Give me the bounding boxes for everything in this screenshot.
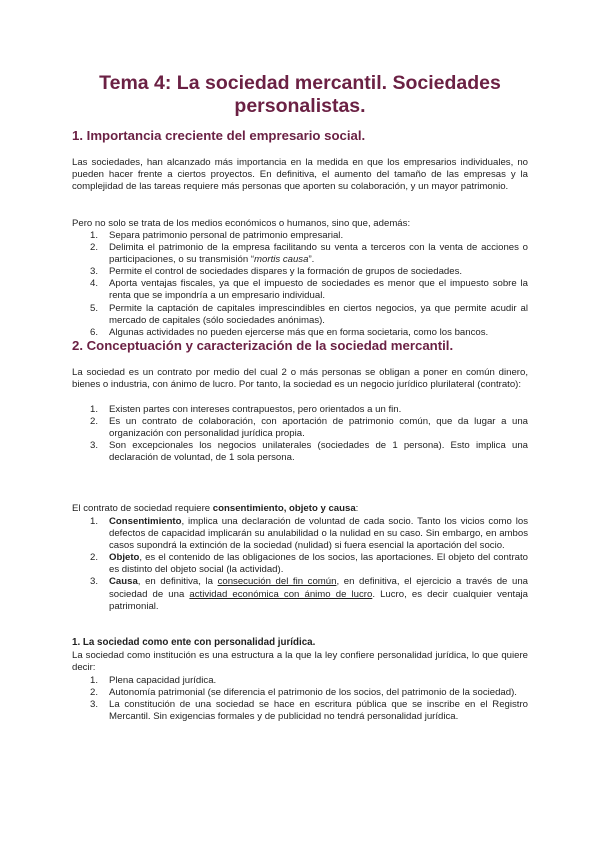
subsection-paragraph: La sociedad como institución es una estructura a la que la ley confiere personalidad jurídica, lo que quiere decir: [72,650,528,674]
section-1-paragraph-2: Pero no solo se trata de los medios económicos o humanos, sino que, además: [72,218,411,229]
section-1-heading: 1. Importancia creciente del empresario social. [72,128,366,143]
list-item: 3. Son excepcionales los negocios unilaterales (sociedades de 1 persona). Esto implica una declaración de voluntad, de 1 sola persona. [90,440,528,464]
section-2-heading: 2. Conceptuación y caracterización de la sociedad mercantil. [72,338,454,353]
list-item: 4. Aporta ventajas fiscales, ya que el impuesto de sociedades es menor que el impuesto sobre la renta que se impondría a un empresario individual. [90,278,528,302]
subsection-list [72,675,528,723]
list-item: 2. Delimita el patrimonio de la empresa facilitando su venta a terceros con la venta de acciones o participaciones, o su transmisión “mortis causa”. [90,242,528,266]
list-item: 1. Existen partes con intereses contrapuestos, pero orientados a un fin. [90,404,402,415]
list-item: 1. Separa patrimonio personal de patrimonio empresarial. [90,230,344,241]
list-item: 1. Consentimiento, implica una declaración de voluntad de cada socio. Tanto los vicios como los defectos de capacidad implicarán su anulabilidad o la nulidad en su caso. Sin embargo, en ambos casos supondrá la extinción de la sociedad (nulidad) si fuera esencial la aportación del socio. [90,516,528,552]
contract-requirements-list [72,516,528,613]
list-item: 6. Algunas actividades no pueden ejercerse más que en forma societaria, como los bancos. [90,326,489,338]
list-item: 3. Causa, en definitiva, la consecución del fin común, en definitiva, el ejercicio a través de una sociedad de una actividad económica con ánimo de lucro. Lucro, es decir cualquier ventaja patrimonial. [90,576,528,612]
list-item: 2. Autonomía patrimonial (se diferencia el patrimonio de los socios, del patrimonio de la sociedad). [90,687,517,699]
contract-requirements-intro: El contrato de sociedad requiere consentimiento, objeto y causa: [72,503,359,514]
section-1-list [72,230,528,339]
subsection-heading: 1. La sociedad como ente con personalidad jurídica. [72,637,316,648]
section-1-paragraph-1: Las sociedades, han alcanzado más importancia en la medida en que los empresarios individuales, no pueden hacer frente a ciertos proyectos. En definitiva, el aumento del tamaño de las empresas y la complejidad de las tareas requiere más personas que aporten su colaboración, y un mayor patrimonio. [72,157,528,193]
list-item: 3. Permite el control de sociedades dispares y la formación de grupos de sociedades. [90,266,463,278]
section-2-paragraph-1: La sociedad es un contrato por medio del cual 2 o más personas se obligan a poner en común dinero, bienes o industria, con ánimo de lucro. Por tanto, la sociedad es un negocio jurídico plurilateral (contrato): [72,367,528,391]
list-item: 3. La constitución de una sociedad se hace en escritura pública que se inscribe en el Registro Mercantil. Sin exigencias formales y de publicidad no tendrá personalidad jurídica. [90,699,528,723]
list-item: 2. Objeto, es el contenido de las obligaciones de los socios, las aportaciones. El objeto del contrato es distinto del objeto social (la actividad). [90,552,528,576]
list-item: 5. Permite la captación de capitales imprescindibles en ciertos negocios, ya que permite acudir al mercado de capitales (sólo sociedades anónimas). [90,302,528,326]
page-title: Tema 4: La sociedad mercantil. Sociedades personalistas. [99,72,501,117]
list-item: 2. Es un contrato de colaboración, con aportación de patrimonio común, que da lugar a una organización con personalidad jurídica propia. [90,416,528,440]
list-item: 1. Plena capacidad jurídica. [90,675,217,686]
section-2-list [72,404,528,464]
